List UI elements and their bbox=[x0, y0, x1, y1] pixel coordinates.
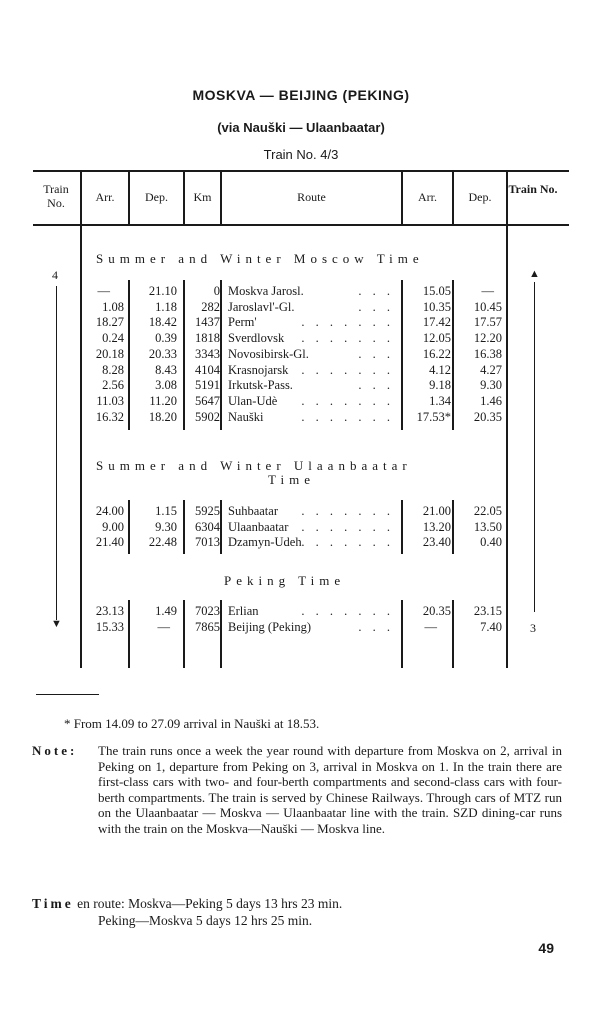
cell-dep-left: 18.42 bbox=[148, 315, 177, 330]
table-row bbox=[0, 409, 602, 425]
cell-arr-left: 1.08 bbox=[102, 299, 124, 314]
note-text: The train runs once a week the year round with departure from Moskva on 2, arrival in Peking on 1, departure from Peking on 3, arrival in Moskva on 1. In the train there are first-class cars with two- and four-berth compartments and second-class cars with four-berth compartments. The train is served by Chinese Railways. Through cars of MTZ run on the Ulaanbaatar — Moskva — Ulaanbaatar line with the train. SZD dining-car runs with the train on the Moskva—Nauški — Moskva line. bbox=[98, 743, 562, 836]
cell-dep-left: 8.43 bbox=[155, 362, 177, 377]
section-heading: Time bbox=[268, 472, 315, 487]
table-row bbox=[0, 362, 602, 378]
cell-arr-left: 21.40 bbox=[95, 535, 124, 550]
cell-km: 7865 bbox=[195, 619, 220, 634]
cell-dep-left: 22.48 bbox=[148, 535, 177, 550]
section-heading: Peking Time bbox=[224, 573, 346, 588]
cell-route: Perm' bbox=[228, 315, 257, 330]
table-row bbox=[0, 503, 602, 519]
cell-km: 5925 bbox=[195, 504, 220, 518]
cell-km: 3343 bbox=[195, 346, 220, 361]
cell-km: 4104 bbox=[195, 362, 220, 377]
cell-arr-right: 9.18 bbox=[429, 378, 451, 393]
cell-dep-left: 18.20 bbox=[148, 409, 177, 424]
table-row bbox=[0, 377, 602, 393]
table-row bbox=[0, 603, 602, 619]
col-dep-left: Dep. bbox=[145, 190, 168, 204]
dot-leader: . . . . . . . bbox=[301, 535, 394, 550]
arrow-down-icon: ▼ bbox=[51, 618, 62, 630]
train-number-left: 4 bbox=[52, 268, 58, 282]
cell-route: Ulaanbaatar bbox=[228, 519, 289, 534]
cell-route: Erlian bbox=[228, 604, 259, 618]
cell-route: Beijing (Peking) bbox=[228, 619, 311, 634]
cell-dep-right: 1.46 bbox=[480, 393, 502, 408]
cell-km: 5191 bbox=[195, 378, 220, 393]
table-row bbox=[0, 314, 602, 330]
time-line-2: Peking—Moskva 5 days 12 hrs 25 min. bbox=[98, 913, 313, 928]
cell-route: Sverdlovsk bbox=[228, 331, 285, 346]
cell-dep-right: 7.40 bbox=[480, 619, 502, 634]
cell-route: Irkutsk-Pass. bbox=[228, 378, 293, 393]
dot-leader: . . . . . . . bbox=[301, 362, 394, 377]
dot-leader: . . . bbox=[358, 346, 394, 361]
cell-dep-right: 12.20 bbox=[473, 331, 502, 346]
cell-dep-left: — bbox=[157, 619, 170, 634]
cell-km: 5902 bbox=[195, 409, 220, 424]
cell-arr-right: 10.35 bbox=[422, 299, 451, 314]
dot-leader: . . . . . . . bbox=[301, 315, 394, 330]
dot-leader: . . . bbox=[358, 284, 394, 298]
cell-arr-left: 0.24 bbox=[102, 331, 124, 346]
footnote: * From 14.09 to 27.09 arrival in Nauški at 18.53. bbox=[64, 716, 320, 731]
cell-dep-left: 11.20 bbox=[149, 393, 177, 408]
table-row bbox=[0, 393, 602, 409]
cell-dep-right: 4.27 bbox=[480, 362, 502, 377]
time-en-route bbox=[32, 895, 342, 929]
col-km: Km bbox=[193, 190, 212, 204]
table-row bbox=[0, 619, 602, 635]
table-top-rule bbox=[33, 170, 569, 172]
col-route: Route bbox=[297, 190, 326, 204]
cell-arr-right: 15.05 bbox=[422, 284, 451, 298]
cell-arr-right: 12.05 bbox=[422, 331, 451, 346]
train-number-right: 3 bbox=[530, 621, 536, 635]
cell-arr-left: 16.32 bbox=[95, 409, 124, 424]
dot-leader: . . . bbox=[358, 619, 394, 634]
cell-dep-right: 23.15 bbox=[473, 604, 502, 618]
table-row bbox=[0, 346, 602, 362]
table-row bbox=[0, 283, 602, 299]
dot-leader: . . . . . . . bbox=[301, 504, 394, 518]
cell-dep-right: — bbox=[481, 284, 494, 298]
cell-dep-right: 9.30 bbox=[480, 378, 502, 393]
col-arr-left: Arr. bbox=[95, 190, 115, 204]
dot-leader: . . . bbox=[358, 378, 394, 393]
dot-leader: . . . . . . . bbox=[301, 519, 394, 534]
cell-km: 1818 bbox=[195, 331, 220, 346]
cell-arr-right: 23.40 bbox=[422, 535, 451, 550]
dot-leader: . . . bbox=[358, 299, 394, 314]
cell-route: Dzamyn-Udeh bbox=[228, 535, 302, 550]
cell-arr-right: 1.34 bbox=[429, 393, 451, 408]
cell-arr-left: 23.13 bbox=[95, 604, 124, 618]
cell-dep-left: 9.30 bbox=[155, 519, 177, 534]
section-heading: Summer and Winter Ulaanbaatar bbox=[96, 458, 412, 473]
cell-route: Jaroslavl'-Gl. bbox=[228, 299, 295, 314]
col-train-left: Train No. bbox=[43, 182, 69, 210]
cell-arr-right: 4.12 bbox=[429, 362, 451, 377]
cell-km: 282 bbox=[201, 299, 220, 314]
cell-route: Nauški bbox=[228, 409, 264, 424]
train-number: Train No. 4/3 bbox=[263, 147, 339, 162]
dot-leader: . . . . . . . bbox=[301, 331, 394, 346]
cell-dep-left: 1.18 bbox=[155, 299, 177, 314]
footnote-rule bbox=[36, 694, 99, 695]
note-label: Note: bbox=[32, 743, 78, 758]
cell-km: 5647 bbox=[195, 393, 220, 408]
cell-dep-right: 0.40 bbox=[480, 535, 502, 550]
cell-dep-left: 3.08 bbox=[155, 378, 177, 393]
cell-arr-left: 11.03 bbox=[96, 393, 124, 408]
cell-arr-left: 9.00 bbox=[102, 519, 124, 534]
table-header-rule bbox=[33, 224, 569, 226]
cell-arr-left: — bbox=[97, 284, 110, 298]
cell-route: Suhbaatar bbox=[228, 504, 278, 518]
cell-dep-right: 10.45 bbox=[473, 299, 502, 314]
cell-km: 1437 bbox=[195, 315, 220, 330]
cell-km: 7013 bbox=[195, 535, 220, 550]
cell-dep-right: 13.50 bbox=[473, 519, 502, 534]
cell-arr-right: 17.53* bbox=[416, 409, 451, 424]
cell-dep-left: 20.33 bbox=[148, 346, 177, 361]
table-row bbox=[0, 330, 602, 346]
cell-route: Ulan-Udè bbox=[228, 393, 278, 408]
cell-arr-right: 16.22 bbox=[422, 346, 451, 361]
cell-dep-left: 1.49 bbox=[155, 604, 177, 618]
cell-dep-left: 21.10 bbox=[148, 284, 177, 298]
col-arr-right: Arr. bbox=[418, 190, 437, 204]
cell-arr-right: — bbox=[424, 619, 437, 634]
page-title: MOSKVA — BEIJING (PEKING) bbox=[192, 87, 410, 103]
cell-dep-right: 17.57 bbox=[473, 315, 502, 330]
cell-dep-right: 22.05 bbox=[473, 504, 502, 518]
divider bbox=[506, 172, 508, 224]
arrow-up-icon: ▲ bbox=[529, 268, 540, 280]
cell-route: Moskva Jarosl. bbox=[228, 284, 304, 298]
dot-leader: . . . . . . . bbox=[301, 409, 394, 424]
cell-arr-left: 24.00 bbox=[95, 504, 124, 518]
cell-dep-left: 1.15 bbox=[155, 504, 177, 518]
dot-leader: . . . . . . . bbox=[301, 393, 394, 408]
cell-arr-left: 2.56 bbox=[102, 378, 124, 393]
table-row bbox=[0, 519, 602, 535]
cell-km: 7023 bbox=[195, 604, 220, 618]
cell-dep-right: 16.38 bbox=[473, 346, 502, 361]
route-subtitle: (via Nauški — Ulaanbaatar) bbox=[217, 120, 385, 135]
cell-arr-left: 18.27 bbox=[95, 315, 124, 330]
col-dep-right: Dep. bbox=[468, 190, 492, 204]
page-number: 49 bbox=[538, 940, 554, 956]
time-line-1: en route: Moskva—Peking 5 days 13 hrs 23 min. bbox=[77, 896, 343, 911]
cell-arr-left: 8.28 bbox=[102, 362, 124, 377]
note-block bbox=[32, 743, 562, 836]
col-train-right: Train No. bbox=[508, 182, 558, 196]
cell-route: Krasnojarsk bbox=[228, 362, 289, 377]
cell-arr-right: 20.35 bbox=[422, 604, 451, 618]
cell-km: 6304 bbox=[195, 519, 220, 534]
cell-km: 0 bbox=[213, 284, 220, 298]
cell-arr-left: 15.33 bbox=[95, 619, 124, 634]
section-heading: Summer and Winter Moscow Time bbox=[96, 251, 424, 266]
table-row bbox=[0, 299, 602, 315]
cell-dep-right: 20.35 bbox=[473, 409, 502, 424]
cell-route: Novosibirsk-Gl. bbox=[228, 346, 309, 361]
cell-dep-left: 0.39 bbox=[155, 331, 177, 346]
table-row bbox=[0, 534, 602, 550]
cell-arr-left: 20.18 bbox=[95, 346, 124, 361]
time-label: Time bbox=[32, 896, 74, 911]
cell-arr-right: 13.20 bbox=[422, 519, 451, 534]
cell-arr-right: 21.00 bbox=[422, 504, 451, 518]
cell-arr-right: 17.42 bbox=[422, 315, 451, 330]
dot-leader: . . . . . . . bbox=[301, 604, 394, 618]
